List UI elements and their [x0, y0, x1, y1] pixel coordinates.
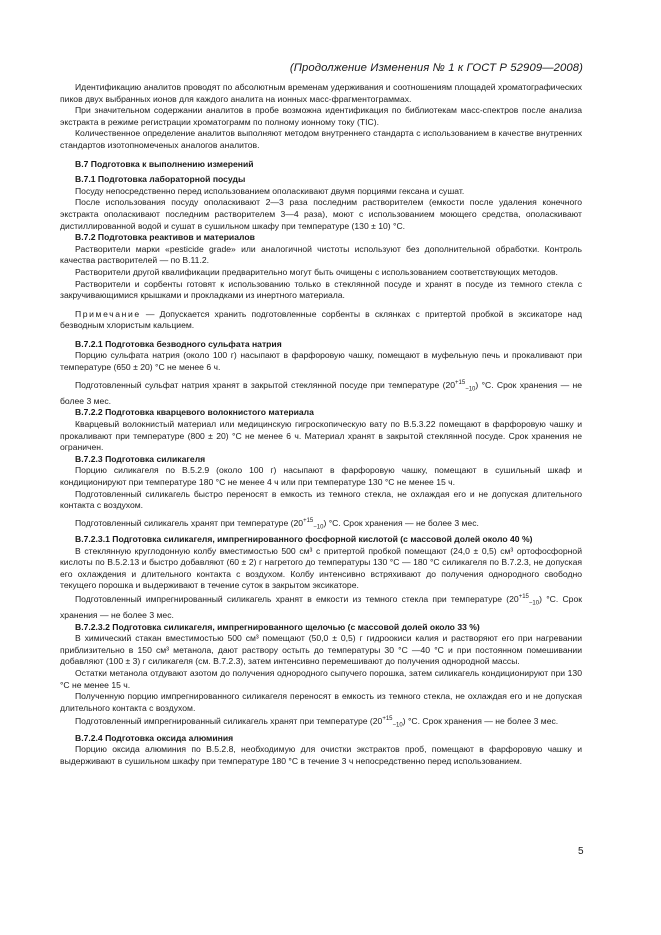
- subsection-heading: В.7.2.2 Подготовка кварцевого волокнистого материала: [75, 407, 314, 418]
- paragraph: Растворители другой квалификации предварительно могут быть очищены с использованием соответствующих методов.: [75, 266, 558, 277]
- section-heading: В.7 Подготовка к выполнению измерений: [75, 158, 254, 169]
- note-text: — Допускается хранить подготовленные сорбенты в склянках с притертой пробкой в эксикаторе над безводным хлористым кальцием.: [60, 308, 583, 331]
- paragraph: В химический стакан вместимостью 500 см³ помещают (50,0 ± 0,5) г гидроокиси калия и растворяют его при нагревании приблизительно в 150 см³ метанола, дают раствору остыть до температуры 30 °С —40 °С и при постоянном помешивании добавляют (100 ± 3) г силикагеля (см. В.7.2.3), затем интенсивно перемешивают до получения однородной массы.: [60, 633, 582, 667]
- document-body: [60, 82, 582, 767]
- text: °С. Срок хранения — не более 3 мес.: [328, 517, 479, 528]
- paragraph: После использования посуду ополаскивают 2—3 раза последним растворителем (емкости после удаления конечного экстракта ополаскивают последним растворителем 3—4 раза), моют с использованием моющего средства, ополаскивают дистиллированной водой и сушат в сушильном шкафу при температуре (130 ± 10) °С.: [60, 197, 582, 231]
- text: Подготовленный импрегнированный силикагель хранят при температуре: [75, 716, 368, 727]
- text: °С. Срок хранения — не более 3 мес.: [60, 379, 583, 406]
- paragraph: Кварцевый волокнистый материал или медицинскую гигроскопическую вату по В.5.3.22 помещают в фарфоровую чашку и прокаливают при температуре (800 ± 20) °С не менее 6 ч. Материал хранят в закрытой стеклянной посуде. Срок хранения не ограничен.: [60, 419, 582, 453]
- subsection-heading: В.7.2.1 Подготовка безводного сульфата натрия: [75, 338, 282, 349]
- page-number: 5: [578, 846, 584, 857]
- note: [60, 309, 582, 332]
- running-header: (Продолжение Изменения № 1 к ГОСТ Р 52909—2008): [289, 62, 583, 74]
- temperature-formula: $20^{+15}_{-10}$: [509, 593, 540, 607]
- temperature-formula: $20^{+15}_{-10}$: [372, 716, 403, 729]
- subsection-heading: В.7.2.3 Подготовка силикагеля: [75, 453, 206, 464]
- paragraph: Порцию силикагеля по В.5.2.9 (около 100 г) насыпают в фарфоровую чашку, помещают в сушильный шкаф и кондиционируют при температуре 180 °С не менее 4 ч или при температуре 130 °С не менее 15 ч.: [60, 465, 582, 487]
- paragraph: Подготовленный силикагель быстро переносят в емкость из темного стекла, не охлаждая его и не допуская длительного контакта с воздухом.: [60, 488, 582, 511]
- subsection-heading: В.7.2 Подготовка реактивов и материалов: [75, 232, 255, 243]
- temperature-formula: $20^{+15}_{-10}$: [445, 379, 476, 393]
- paragraph: Порцию оксида алюминия по В.5.2.8, необходимую для очистки экстрактов проб, помещают в фарфоровую чашку и выдерживают в сушильном шкафу при температуре 180 °С в течение 3 ч непосредственно перед использованием.: [60, 744, 582, 766]
- paragraph: Полученную порцию импрегнированного силикагеля переносят в емкость из темного стекла, не охлаждая его и не допуская длительного контакта с воздухом.: [60, 691, 582, 713]
- paragraph: Идентификацию аналитов проводят по абсолютным временам удерживания и соотношениям площадей хроматографических пиков двух выбранных ионов для каждого аналита на ионных масс-фрагментограммах.: [60, 82, 582, 104]
- paragraph: Подготовленный сульфат натрия хранят в закрытой стеклянной посуде при температуре $(20^{+15}_{-10})$ °С. Срок хранения — не более 3 мес.: [60, 379, 583, 406]
- paragraph: Посуду непосредственно перед использованием ополаскивают двумя порциями гексана и сушат.: [75, 185, 465, 196]
- paragraph: Подготовленный импрегнированный силикагель хранят в емкости из темного стекла при температуре $(20^{+15}_{-10})$ °С. Срок хранения — не более 3 мес.: [60, 593, 582, 621]
- text: Подготовленный импрегнированный силикагель хранят в емкости из темного стекла при температуре: [75, 593, 503, 604]
- paragraph: Растворители марки «pesticide grade» или аналогичной чистоты используют без дополнительной обработки. Контроль качества растворителей — по В.11.2.: [60, 243, 582, 266]
- paragraph: В стеклянную круглодонную колбу вместимостью 500 см³ с притертой пробкой помещают (24,0 ± 0,5) см³ ортофосфорной кислоты по В.5.2.13 и быстро добавляют (60 ± 2) г нагретого до температуры 130 °С — 180 °С силикагеля по В.7.2.3, не допуская его охлаждения и длительного контакта с воздухом. Колбу интенсивно встряхивают до получения однородного свободно текущего порошка и выдерживают в течение суток в закрытом эксикаторе.: [60, 545, 582, 591]
- text: °С. Срок хранения — не более 3 мес.: [407, 716, 559, 727]
- note-label: Примечание: [75, 308, 141, 319]
- temperature-formula: $20^{+15}_{-10}$: [293, 517, 324, 531]
- paragraph: Количественное определение аналитов выполняют методом внутреннего стандарта с использованием в качестве внутренних стандартов изотопномеченых аналогов аналитов.: [60, 128, 582, 150]
- text: Подготовленный сульфат натрия хранят в закрытой стеклянной посуде при температуре: [75, 379, 440, 390]
- text: Подготовленный силикагель хранят при температуре: [75, 517, 289, 528]
- subsection-heading: В.7.2.3.2 Подготовка силикагеля, импрегнированного щелочью (с массовой долей около 33 %): [75, 621, 480, 632]
- paragraph: При значительном содержании аналитов в пробе возможна идентификация по библиотекам масс-спектров после анализа экстракта в режиме регистрации хроматограмм по полному ионному току (TIC).: [60, 105, 582, 127]
- paragraph: Растворители и сорбенты готовят к использованию только в стеклянной посуде и хранят в посуде из темного стекла с закручивающимися крышками и прокладками из инертного материала.: [60, 278, 582, 301]
- paragraph: Порцию сульфата натрия (около 100 г) насыпают в фарфоровую чашку, помещают в муфельную печь и прокаливают при температуре (650 ± 20) °С не менее 6 ч.: [60, 350, 582, 373]
- text: °С. Срок хранения — не более 3 мес.: [60, 593, 582, 621]
- subsection-heading: В.7.2.4 Подготовка оксида алюминия: [75, 732, 234, 743]
- paragraph: Подготовленный импрегнированный силикагель хранят при температуре $(20^{+15}_{-10})$ °С. Срок хранения — не более 3 мес.: [75, 716, 559, 729]
- paragraph: Подготовленный силикагель хранят при температуре $(20^{+15}_{-10})$ °С. Срок хранения — не более 3 мес.: [75, 517, 479, 531]
- paragraph: Остатки метанола отдувают азотом до получения однородного сыпучего порошка, затем силикагель кондиционируют при 130 °С не менее 15 ч.: [60, 668, 582, 690]
- subsection-heading: В.7.2.3.1 Подготовка силикагеля, импрегнированного фосфорной кислотой (с массовой долей около 40 %): [75, 533, 533, 544]
- subsection-heading: В.7.1 Подготовка лабораторной посуды: [75, 174, 246, 185]
